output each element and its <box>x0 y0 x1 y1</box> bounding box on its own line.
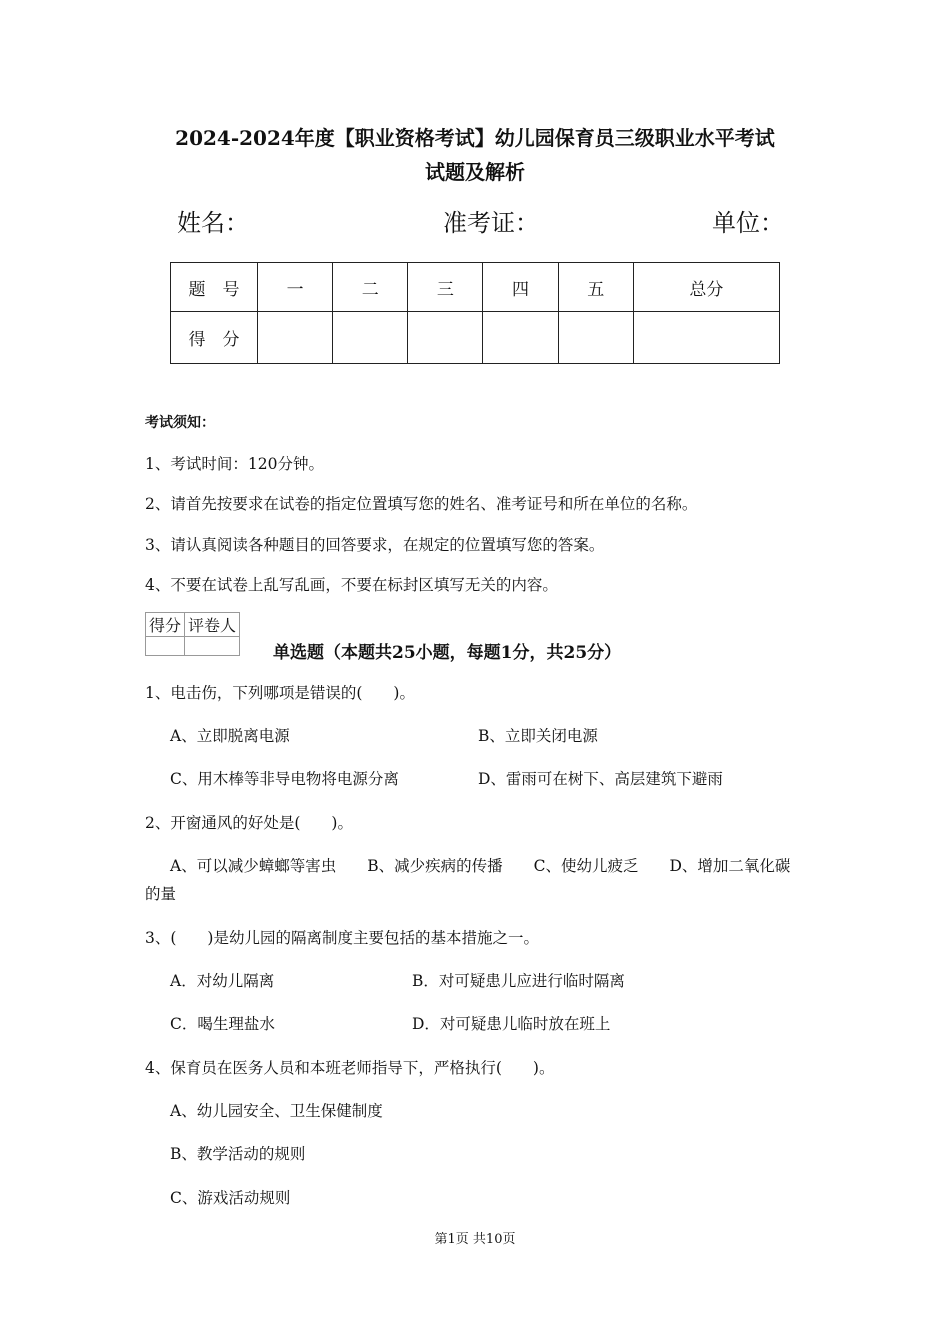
score-table-row2-label: 得 分 <box>171 312 258 364</box>
grader-box <box>145 612 240 656</box>
exam-id-field-label: 准考证： <box>443 209 539 237</box>
document-title-line2: 试题及解析 <box>425 160 525 184</box>
score-table-header-row <box>171 263 780 312</box>
unit-field-label: 单位： <box>712 209 784 237</box>
score-table <box>170 262 780 364</box>
score-cell <box>633 312 779 364</box>
score-table-row1-label: 题 号 <box>171 263 258 312</box>
score-cell <box>333 312 408 364</box>
notice-item-2: 2、请首先按要求在试卷的指定位置填写您的姓名、准考证号和所在单位的名称。 <box>145 495 698 513</box>
question-4-stem: 4、保育员在医务人员和本班老师指导下，严格执行( )。 <box>145 1059 555 1077</box>
question-3-option-a: A．对幼儿隔离 <box>170 972 275 990</box>
notice-item-4: 4、不要在试卷上乱写乱画，不要在标封区填写无关的内容。 <box>145 576 558 594</box>
question-2-stem: 2、开窗通风的好处是( )。 <box>145 814 353 832</box>
question-2-options-wrap: 的量 <box>145 885 177 903</box>
question-3-option-b: B．对可疑患儿应进行临时隔离 <box>412 972 625 990</box>
score-table-col-5: 五 <box>558 263 633 312</box>
score-cell <box>483 312 558 364</box>
score-cell <box>258 312 333 364</box>
document-title-line1: 2024-2024年度【职业资格考试】幼儿园保育员三级职业水平考试 <box>175 126 775 150</box>
grader-box-cell <box>146 637 185 656</box>
question-4-option-b: B、教学活动的规则 <box>170 1145 306 1163</box>
question-1-stem: 1、电击伤，下列哪项是错误的( )。 <box>145 684 415 702</box>
grader-box-grader-label: 评卷人 <box>185 613 240 637</box>
question-1-option-d: D、雷雨可在树下、高层建筑下避雨 <box>478 770 723 788</box>
question-1-option-a: A、立即脱离电源 <box>170 727 290 745</box>
notice-title: 考试须知： <box>145 415 215 431</box>
name-field-label: 姓名： <box>177 209 249 237</box>
question-4-option-a: A、幼儿园安全、卫生保健制度 <box>170 1102 383 1120</box>
page-number-footer: 第1页 共10页 <box>434 1232 516 1247</box>
score-table-col-3: 三 <box>408 263 483 312</box>
score-cell <box>558 312 633 364</box>
grader-box-cell <box>185 637 240 656</box>
notice-item-3: 3、请认真阅读各种题目的回答要求，在规定的位置填写您的答案。 <box>145 536 605 554</box>
notice-item-1: 1、考试时间：120分钟。 <box>145 455 324 473</box>
question-4-option-c: C、游戏活动规则 <box>170 1189 291 1207</box>
question-3-option-d: D．对可疑患儿临时放在班上 <box>412 1015 611 1033</box>
score-table-col-1: 一 <box>258 263 333 312</box>
score-table-col-total: 总分 <box>633 263 779 312</box>
question-3-option-c: C．喝生理盐水 <box>170 1015 275 1033</box>
grader-box-blank-row <box>146 637 240 656</box>
section-title: 单选题（本题共25小题，每题1分，共25分） <box>273 643 622 663</box>
question-3-stem: 3、( )是幼儿园的隔离制度主要包括的基本措施之一。 <box>145 929 539 947</box>
score-table-score-row <box>171 312 780 364</box>
question-1-option-c: C、用木棒等非导电物将电源分离 <box>170 770 399 788</box>
question-2-options: A、可以减少蟑螂等害虫 B、减少疾病的传播 C、使幼儿疲乏 D、增加二氧化碳 <box>170 857 791 875</box>
score-table-col-4: 四 <box>483 263 558 312</box>
question-1-option-b: B、立即关闭电源 <box>478 727 598 745</box>
score-table-col-2: 二 <box>333 263 408 312</box>
grader-box-score-label: 得分 <box>146 613 185 637</box>
grader-box-header <box>146 613 240 637</box>
score-cell <box>408 312 483 364</box>
